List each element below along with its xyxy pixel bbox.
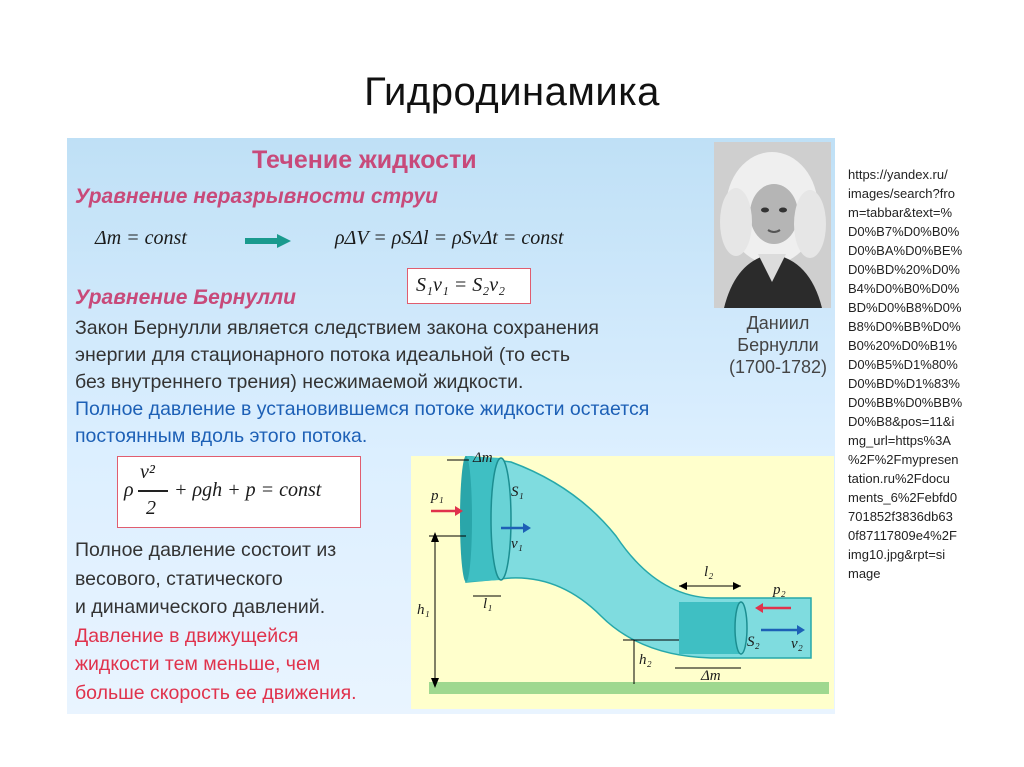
label-h2: h₂ — [639, 652, 652, 668]
url-line: B4%D0%B0%D0% — [848, 281, 960, 296]
bernoulli-heading: Уравнение Бернулли — [75, 286, 296, 309]
text-line: без внутреннего трения) несжимаемой жидкости. — [75, 371, 524, 393]
url-line: ments_6%2Febfd0 — [848, 490, 958, 505]
label-v1: v₁ — [511, 536, 523, 552]
url-line: 0f87117809e4%2F — [848, 528, 957, 543]
text-line: больше скорость ее движения. — [75, 681, 357, 704]
label-l1: l₁ — [483, 596, 493, 612]
pipe-flow-illustration — [411, 456, 834, 709]
url-line: img10.jpg&rpt=si — [848, 547, 946, 562]
continuity-heading: Уравнение неразрывности струи — [75, 185, 438, 208]
url-line: tation.ru%2Fdocu — [848, 471, 950, 486]
url-line: https://yandex.ru/ — [848, 167, 948, 182]
text-line: энергии для стационарного потока идеальной (то есть — [75, 344, 571, 366]
slide-title: Гидродинамика — [364, 70, 660, 114]
url-line: D0%BD%D1%83% — [848, 376, 960, 391]
url-line: 701852f3836db63 — [848, 509, 953, 524]
url-line: m=tabbar&text=% — [848, 205, 953, 220]
volume-equation: ρΔV = ρSΔl = ρSvΔt = const — [335, 227, 564, 249]
url-line: B0%20%D0%B1% — [848, 338, 958, 353]
caption-line: (1700-1782) — [728, 357, 828, 377]
url-line: D0%B8&pos=11&i — [848, 414, 955, 429]
url-line: mg_url=https%3A — [848, 433, 951, 448]
eq-rho: ρ — [124, 479, 134, 501]
mass-equation: Δm = const — [95, 227, 187, 249]
eq-v2: v² — [140, 461, 155, 483]
bernoulli-equation-box — [117, 456, 361, 528]
label-p2: p₂ — [773, 582, 786, 598]
text-line: Полное давление в установившемся потоке жидкости остается — [75, 398, 650, 420]
text-line: и динамического давлений. — [75, 596, 326, 618]
source-url-text — [848, 165, 988, 583]
bernoulli-description — [75, 315, 649, 450]
text-line: весового, статического — [75, 567, 283, 590]
content-panel — [67, 138, 835, 714]
url-line: D0%BA%D0%BE% — [848, 243, 963, 258]
url-line: D0%BB%D0%BB% — [848, 395, 963, 410]
eq-rest: + ρgh + p = const — [174, 479, 322, 501]
label-l2: l₂ — [704, 564, 714, 580]
caption-line: Бернулли — [737, 335, 819, 355]
text-line: постоянным вдоль этого потока. — [75, 425, 368, 447]
url-line: B8%D0%BB%D0% — [848, 319, 961, 334]
url-line: BD%D0%B8%D0% — [848, 300, 962, 315]
label-dm-top: Δm — [473, 450, 493, 466]
url-line: mage — [848, 566, 881, 581]
label-v2: v₂ — [791, 636, 803, 652]
label-dm-bottom: Δm — [701, 668, 721, 684]
text-line: жидкости тем меньше, чем — [75, 653, 321, 675]
label-s1: S₁ — [511, 484, 524, 500]
caption-line: Даниил — [746, 313, 810, 333]
text-line: Закон Бернулли является следствием закона сохранения — [75, 317, 599, 339]
fraction-bar — [138, 490, 168, 492]
url-line: D0%B5%D1%80% — [848, 357, 958, 372]
bernoulli-flow-diagram — [411, 450, 834, 709]
label-s2: S₂ — [747, 634, 760, 650]
text-line: Давление в движущейся — [75, 624, 299, 647]
right-arrow-icon — [245, 234, 291, 248]
url-line: %2F%2Fmypresen — [848, 452, 959, 467]
continuity-equation-box — [407, 268, 531, 304]
portrait-caption — [723, 312, 833, 378]
portrait-image — [714, 142, 831, 308]
panel-heading: Течение жидкости — [252, 146, 477, 174]
pressure-description — [75, 536, 357, 707]
continuity-equation: S₁v₁ = S₂v₂ — [416, 274, 506, 296]
url-line: images/search?fro — [848, 186, 955, 201]
url-line: D0%BD%20%D0% — [848, 262, 960, 277]
eq-two: 2 — [146, 497, 156, 519]
text-line: Полное давление состоит из — [75, 539, 337, 561]
label-p1: p₁ — [431, 488, 444, 504]
url-line: D0%B7%D0%B0% — [848, 224, 960, 239]
label-h1: h₁ — [417, 602, 430, 618]
